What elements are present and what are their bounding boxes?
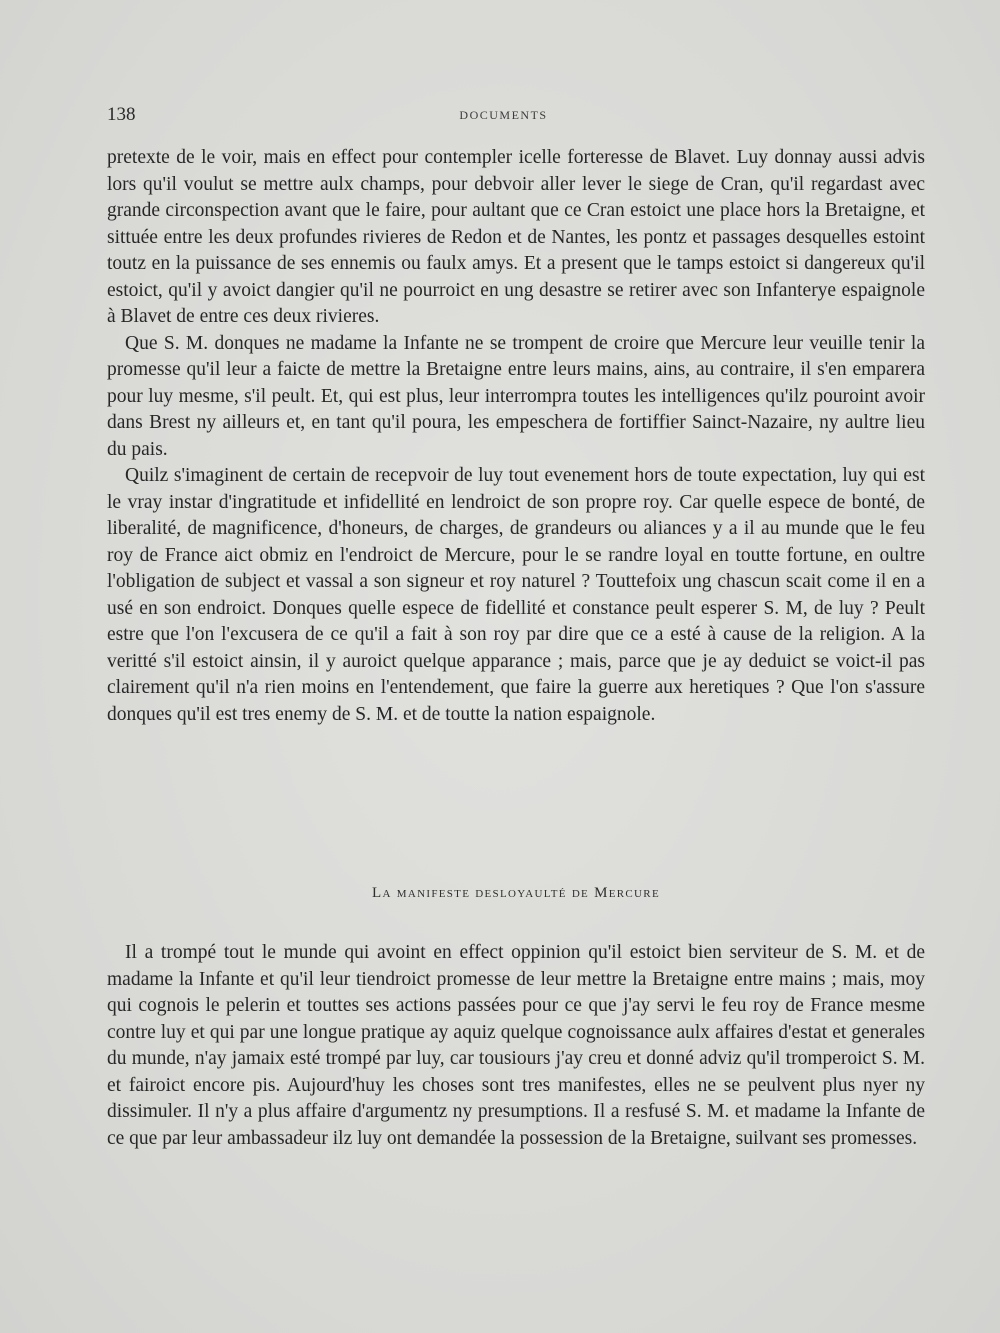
- running-title: DOCUMENTS: [459, 108, 548, 122]
- section-2-body: [107, 940, 925, 1152]
- section-heading: La manifeste desloyaulté de Mercure: [372, 885, 660, 901]
- paragraph: Il a trompé tout le munde qui avoint en effect oppinion qu'il estoict bien serviteur de S. M. et de madame la Infante et qu'il leur tiendroict promesse de leur mettre la Bretaigne entre mains ; mais, moy qui cognois le pelerin et touttes ses actions passées pour ce que j'ay servi le feu roy de France mesme contre luy et qui par une longue pratique ay aquiz quelque cognoissance aulx affaires d'estat et generales du munde, n'ay jamaix esté trompé par luy, car tousiours j'ay creu et donné adviz qu'il tromperoict S. M. et fairoict encore pis. Aujourd'huy les choses sont tres manifestes, elles ne se peulvent plus nyer ny dissimuler. Il n'y a plus affaire d'argumentz ny presumptions. Il a resfusé S. M. et madame la Infante de ce que par leur ambassadeur ilz luy ont demandée la possession de la Bretaigne, suilvant ses promesses.: [107, 942, 925, 1149]
- section-1-body: [107, 145, 925, 728]
- running-header: [107, 104, 900, 128]
- paragraph: Quilz s'imaginent de certain de recepvoir de luy tout evenement hors de toute expectation, luy qui est le vray instar d'ingratitude et infidellité en lendroict de son propre roy. Car quelle espece de bonté, de liberalité, de magnificence, d'honeurs, de charges, de grandeurs ou aliances y a il au munde que le feu roy de France aict obmiz en l'endroict de Mercure, pour le se randre loyal en toutte fortune, en oultre l'obligation de subject et vassal a son signeur et roy naturel ? Touttefoix ung chascun scait come il en a usé en son endroict. Donques quelle espece de fidellité et constance peult esperer S. M, de luy ? Peult estre que l'on l'excusera de ce qu'il a fait à son roy par dire que ce a esté à cause de la religion. A la veritté s'il estoict ainsin, il y auroict quelque apparance ; mais, parce que je ay deduict se voict-il pas clairement qu'il n'a rien moins en l'entendement, que faire la guerre aux heretiques ? Que l'on s'assure donques qu'il est tres enemy de S. M. et de toutte la nation espaignole.: [107, 465, 925, 725]
- paragraph: pretexte de le voir, mais en effect pour contempler icelle forteresse de Blavet. Luy donnay aussi advis lors qu'il voulut se mettre aulx champs, pour debvoir aller lever le siege de Cran, qu'il regardast avec grande circonspection avant que le faire, pour aultant que ce Cran estoict une place hors la Bretaigne, et sittuée entre les deux profundes rivieres de Redon et de Nantes, les pontz et passages desquelles estoint toutz en la puissance de ses ennemis ou faulx amys. Et a present que le tamps estoict si dangereux qu'il estoict, qu'il y avoict dangier qu'il ne pourroict en ung desastre se retirer avec son Infanterye espaignole à Blavet de entre ces deux rivieres.: [107, 147, 925, 327]
- paragraph: Que S. M. donques ne madame la Infante ne se trompent de croire que Mercure leur veuille tenir la promesse qu'il leur a faicte de mettre la Bretaigne entre leurs mains, ains, au contraire, il s'en emparera pour luy mesme, s'il peult. Et, qui est plus, leur interrompra toutes les intelligences qu'ilz pouroint avoir dans Brest ny ailleurs et, en tant qu'il poura, les empeschera de fortiffier Sainct-Nazaire, ny aultre lieu du pais.: [107, 332, 925, 460]
- page-number: 138: [107, 104, 136, 125]
